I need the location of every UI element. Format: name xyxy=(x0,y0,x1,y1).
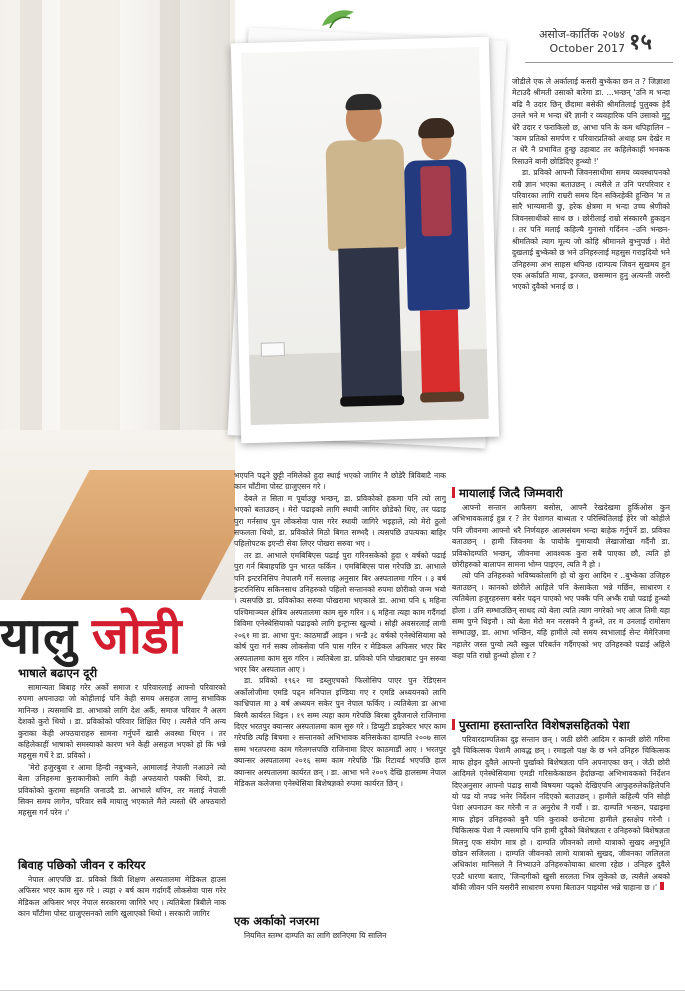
subheading-language xyxy=(18,666,97,681)
subheading-text: एक अर्काको नजरमा xyxy=(234,914,320,928)
paragraph: डा. प्रविको १९६२ मा डब्लुएचको फिलोसिप पाएर पुन रेडिएसन अर्कोलोजीमा एमडि पढ्न मनिपाल इण्डिया गए र एमडि अध्ययनको लागि काभ्रिपाल मा ३ बर्ष अध्ययन सकेर पुन नेपाल फर्किए । त्यतिबेला डा आभा बिरमै कार्यरत थिइन । १९ सम्म त्यहा काम गरेपछि बिरबा दुवैजनाले राजिनामा दिएर भरतपुर क्यान्सर अस्पतालमा काम सुरु गरे । डिप्युटी डाइरेक्टर भएर काम गरेपछि त्यहि बिचमा २ सन्तानको अभिभावक बनिसकेका दाम्पति २००७ साल सम्म भरतपरमा काम गरेलगत्तपछि राजिनामा दिएर काठमाडौं आए । भरतपुर क्यान्सर अस्पतालमा २०१६ सम्म काम गरेपछि 'फ्रि रिटायर्ड भएपछि हाल क्यान्सर अस्पतालमा कार्यरत छन् । डा. आभा भने २००९ देखि हालसम्म नेपाल मेडिकल कलेजमा एनेस्थेसिया बिशेषज्ञको रुपमा कार्यरत छिन् । xyxy=(234,676,446,788)
header-rule xyxy=(525,62,673,63)
article-column-right-bottom xyxy=(452,734,670,964)
woman-embroidery xyxy=(420,166,452,237)
couple-photo xyxy=(231,37,499,444)
article-column-left-a xyxy=(18,682,226,850)
bottom-rule xyxy=(0,990,685,991)
paragraph: डा. प्रविको आफ्नौ जिवनसाथीमा समय व्यवस्थापनको राम्रै ज्ञान भएका बताउछन् । त्यसैले त उनि परपरिवार र परिवारका लागि राम्ररी समय दिन सकिरहेकी हुन्छिन 'म त सारै भाग्यमानी छु, हरेक क्षेत्रमा म भन्दा उच्च श्रेणीको जिवनसाथीको साथ छ । छोरीलाई राम्रो संस्कारमै हुकाइन । तर पनि मलाई कहिल्यै गुनासो गर्दिनन –उनि भन्छन-श्रीमतिको त्याग मूल्य जो कोहि श्रीमानले बुभ्नुपर्छ । मेरो दुखलाई बुभ्केको छ भने उनिहरुलाई महसुस गराइदियो भने उनिहरुमा अभ साहस थपिन्छ ।दाम्पत्य जिवन सुखमय हुन एक अर्काप्रति माया, इज्जत, छसम्मान हुनु अत्यन्ती जरुरी भएको दुवैको भनाई छ । xyxy=(512,168,670,292)
woman-leggings xyxy=(420,310,460,395)
subheading-career xyxy=(18,858,145,873)
subheading-text: पुस्तामा हस्तान्तरित विशेषज्ञसहितको पेशा xyxy=(459,718,630,732)
paragraph: सामान्यता बिबाह गरेर अर्को समाज र परिवारलाई आफ्नो परिवारको रुपमा अपनाउदा जो कोहीलाई पनि केही समय असहज लाग्नु सभाविक मानिन्छ । त्यसमाथि डा. आभाको लागि देश अर्कै, समाज परिवार नै अलग देशको कुरो थियो । डा. प्रविकोको परिवार शिक्षित थिए । त्यसैले पनि अन्य कुराका केही अफ्ठयाराहरु सामना गर्नुपर्ने खासै अवस्था थिएन । तर कहिलेकाहीं भाषाको समस्याको कारण भने केही असहज भएको हो कि भन्ने महसुस गर्थे रे डा. प्रविको । xyxy=(18,683,226,761)
paragraph: आफ्नो सन्तान आफैसग बसोस, आफ्नै रेखदेखमा हुर्किओस कुन अभिभावकलाई हुन्न र ? तेर पेशागत बाध्यता र परिस्थितिलाई हेरेर जो कोहीले पनि जीवनमा आफ्नो धरै निर्णयहरु आत्मसंयम भन्दा बाहेक गर्नुपर्ने डा. प्रविका बताउछन् । हामी जिवनमा के पायोके गुमायायौ लेखाजोखा गर्दैनौ डा. प्रविकोदम्पति भन्छन्, जीवनमा आवश्यक कुरा सबै पाएका छौ, त्यति हो छोरीहरुको बालापन सामना भोग्न पाइएन, त्यति नै हो । xyxy=(452,503,670,570)
woman-hair xyxy=(418,118,455,139)
subheading-marker xyxy=(452,719,455,730)
subheading-responsibility xyxy=(452,486,563,501)
page-number: १५ xyxy=(629,30,652,55)
man-hair xyxy=(345,94,381,111)
paragraph: त्यो पनि उनिहरुको भविष्यकोलागि हो यो कुरा आदिम र ..बुभ्केका उजिहरु बताउछन् । कानको छोरीले आहिले पनि केसाकेता भन्ने गर्छिन, साधारण र त्यतिबेला हजुरहरुसग बसेर पढ्न पाएको भए पक्कै पनि अभ्कै राम्रो पढाई हुन्थ्यो होला । उनि सम्भाउछिन् साथद त्यो बेला त्यति त्याग नगरेको भए आज तिमी यहा सम्म पुग्ने थिइनौ । त्यो बेला मेरो मन नरसक्ने नै हुन्थ्ने, तर म उनलाई रामोसग सम्भाउछु, डा. आभा भन्छिन, यहि हामीले त्यो समय स्वभालाई सेन्ट मेमेरिजमा नहालेर जस्त पुग्यो त्यतै स्कुल परिबर्तन गर्दैगएको भए उनिहरुको पढाई अहिले कहा पति राम्रो हुन्थ्यो होला र ? xyxy=(452,571,670,661)
paragraph: देबले त सिता म पूर्याउछु भन्छन्, डा. प्रविकोको हकमा पनि त्यो लागु भएको बताउछन् । मेरो पढाइको लागि स्थायी जागिर छोडेको थिए, तर पढाइ पुरा गर्नसाथ पुन लोकसेवा पास गरेर स्थायी जागिरे भइहाले, त्यो मेरो ठुलो सफलता थियो, डा. प्रविकोले मिठो बिगत सम्भदै । त्यसपछि उपत्यका बाहिर पहिलोपटक इएन्टी सेवा लिएर पोखरा सरुवा भए । xyxy=(234,493,446,549)
subheading-marker xyxy=(452,487,455,498)
subheading-eyes xyxy=(234,914,319,929)
article-column-middle xyxy=(234,470,446,910)
end-mark-icon xyxy=(660,882,664,890)
subheading-text: बिवाह पछिको जीवन र करियर xyxy=(18,858,146,872)
paragraph-text: परिवारदाम्पतिका दुइ सन्तान छन् । जठी छोरी आदिम र कान्छी छोरी गरिमा दुवै चिकित्सक पेशामै आवद्ध छन् । रमाइलो पक्ष के छ भने उनिहरु चिकित्सक माफ होइन दुवैले आफ्नो पुर्खाको बिशेषज्ञता पनि अपनाएका छन् । जेठी छोरी आदिमले एनेस्थेसियामा एमडी गरिसकेकाछन हेर्दाछन्दा अभिभावकको निर्देशन दिएअनुसार आफ्नो पढाइ सायौ बिषयमा पढ्को देखिएपनि आफुहरुलेकहिलेपनि यो पढ यो नपढ भनेर निर्देशन नदिएको बताउछन् । हामीले कहिल्यै पनि सोही पेशा अपनाउन कर गरेनौ न त अनुरोध नै गर्यौ । डा. दाम्पति भन्छन, पढाइमा माफ होइन उनिहरुको बुनै पनि कुराको छनोटमा हामीले हस्तक्षेप गरेनौ । चिकित्सक पेशा नै त्यसमाथि पनि हामी दुवैको बिशेषज्ञता र उनिहरुको बिशेषज्ञता मिलनु एक संयोग मात्र हो । दाम्पति जीवनको लामो यात्राको सुखद अनुभूति छोडन सजिलता । दाम्पति जीवनको लामो यात्राको सुखद, जीवनका जलिलता अधिकांश मानिसले नै निभ्याउने उनिहरुकोयाका धारणा रहेछ । उनिहरु दुवैले एउटै धारणा बताए, 'जिन्दगीको खुसी सरलता भित्र लुकेको छ, त्यसैले अबको बाँकी जीवन पनि यसरीनै साधारण रुपमा बिताउन पाइयोस भन्ने चाहाना छ ।' xyxy=(452,735,670,893)
article-column-right-mid xyxy=(452,502,670,710)
man-pants xyxy=(338,247,402,399)
subheading-profession xyxy=(452,718,672,733)
subheading-text: भाषाले बढाएन दूरी xyxy=(18,666,98,680)
article-column-middle-bottom xyxy=(234,930,446,954)
woman-shoes xyxy=(420,391,464,402)
page-header xyxy=(525,28,675,68)
article-title xyxy=(0,600,182,665)
article-column-left-b xyxy=(18,874,226,956)
subheading-text: मायालाई जित्दै जिम्मवारी xyxy=(459,486,563,500)
man-figure xyxy=(325,139,406,251)
paragraph: नेपाल आएपछि डा. प्रविको त्रिवी शिक्षण अस्पतालमा मेडिकल हाउस अफिसर भएर काम सुरु गरे । त्यहा २ बर्ष काम गर्दागर्दै लोकसेवा पास गरेर मेडिकल अफिसर भएर नेपाल सरकारमा जागिरे भए । त्यतिबेला त्रिबीले नाक कान घाँटीमा पोस्ट ग्राजुएसनको लागि खुलाएको थियो । सरकारी जागिर xyxy=(18,875,226,919)
paragraph: तर डा. आभाले एमबिबिएस पढाई पुरा गरिनसकेको हुदा १ वर्षको पढाई पुरा गर्न बिबाहपछि पुन भारत फर्किन । एमबिबिएस पास गरेपछि डा. आभाले पनि इन्टरनिसिप नेपालमै गर्ने सल्लाह अनुसार बिर अस्पतालमा गरिन । ३ बर्ष इन्टरनिसिप सकिनसाथ उनिहरुको पहिलो सन्तानको रुपमा छोरीको जन्म भयो । त्यसपछि डा. प्रविकोका सरुवा पोखरामा भएकाले डा. आभा पनि ६ महिना पश्चिमाञ्चल क्षेत्रिय अस्पतालमा काम सुरु गरिन । ६ महिना त्यहा काम गर्दैगर्दा त्रिविमा एनेस्थेसियाको पढाइको लागि इन्ट्रान्स खुल्यो । सोही अवसरलाई लागी २०६१ मा डा. आभा पुन: काठमाडौं आइन । भन्डै ३८ वर्षको एनेस्थेसियामा को कोर्ष पुरा गर्न सक्य लोकसेवा पनि पास गरिन र मेडिकल अफिसर भएर बिर अस्पतालमा काम सुरु गरिन । त्यतिबेला डा. प्रविको पनि पोखराबाट पुन सरुवा भएर बिर अस्पताल आए । xyxy=(234,550,446,674)
paragraph: जोडीले एक ले अर्कालाई कसरी बुभ्केका छन त ? जिज्ञाशा मेटाउदै श्रीमती उसाको बारेमा डा. ...भन्छन् 'उनि म भन्दा बढि नै उदार छिन् छँदामा बसेकी श्रीमतिलाई पुलुक्क हेर्दै उनले भने म भन्दा धेरै ज्ञानी र व्यवहारिक पनि उसाको मुटु धेरै उदार र फराकिलो छ, आभा पनि के कम थपिहालिन – 'काम प्रतिको समर्पण र परिवारप्रतिको अथाह प्रम देखेर म त धेरै नै प्रभावित हुन्छु उहाबाट तर कहिलेकाहीं भनकक रिसाउने बानी छोडिदिए हुन्थ्यो !' xyxy=(512,77,670,166)
article-column-right-top xyxy=(512,76,670,466)
paragraph: नियमित स्तम्भ दाम्पति का लागि छानिएमा यि सालिन xyxy=(244,931,387,940)
paragraph xyxy=(452,734,670,894)
man-shoes xyxy=(340,395,404,407)
paragraph: भएपनि पढ्ने छुट्टी नमिलेको हुदा स्थाई भएको जागिर नै छोडेरै त्रिविबाटै नाक कान घाँटीमा पोस्ट ग्राजुएसन गरे । xyxy=(234,471,446,492)
wall-switch xyxy=(261,342,285,357)
room-photo xyxy=(0,0,235,600)
issue-dates xyxy=(525,28,625,56)
issue-month-nepali: असोज-कार्तिक २०७४ xyxy=(538,28,625,41)
title-part-1: यालु xyxy=(0,607,78,665)
paragraph: 'मेरो हजुरबुवा र आमा हिन्दी नबुभ्कने, आमालाई नेपाली नआउने त्यो बेला उनिहरुमा कुराकानीको लागि केही अफ्ठयारो पक्की थियो, डा. प्रविकोको कुरामा सहमति जनाउदै डा. आभाले थपिन, तर मलाई नेपाली सिक्न समय लागेन, परिवार सबै मायालु भएकाले मैले त्यस्तो धेरै अफ्ठयारो महसुस गर्न परेन ।' xyxy=(18,762,226,818)
photo-inner xyxy=(241,47,489,425)
leaf-decoration-icon xyxy=(318,6,358,30)
title-part-2: जोडी xyxy=(91,607,182,665)
issue-month-english: October 2017 xyxy=(549,42,625,55)
